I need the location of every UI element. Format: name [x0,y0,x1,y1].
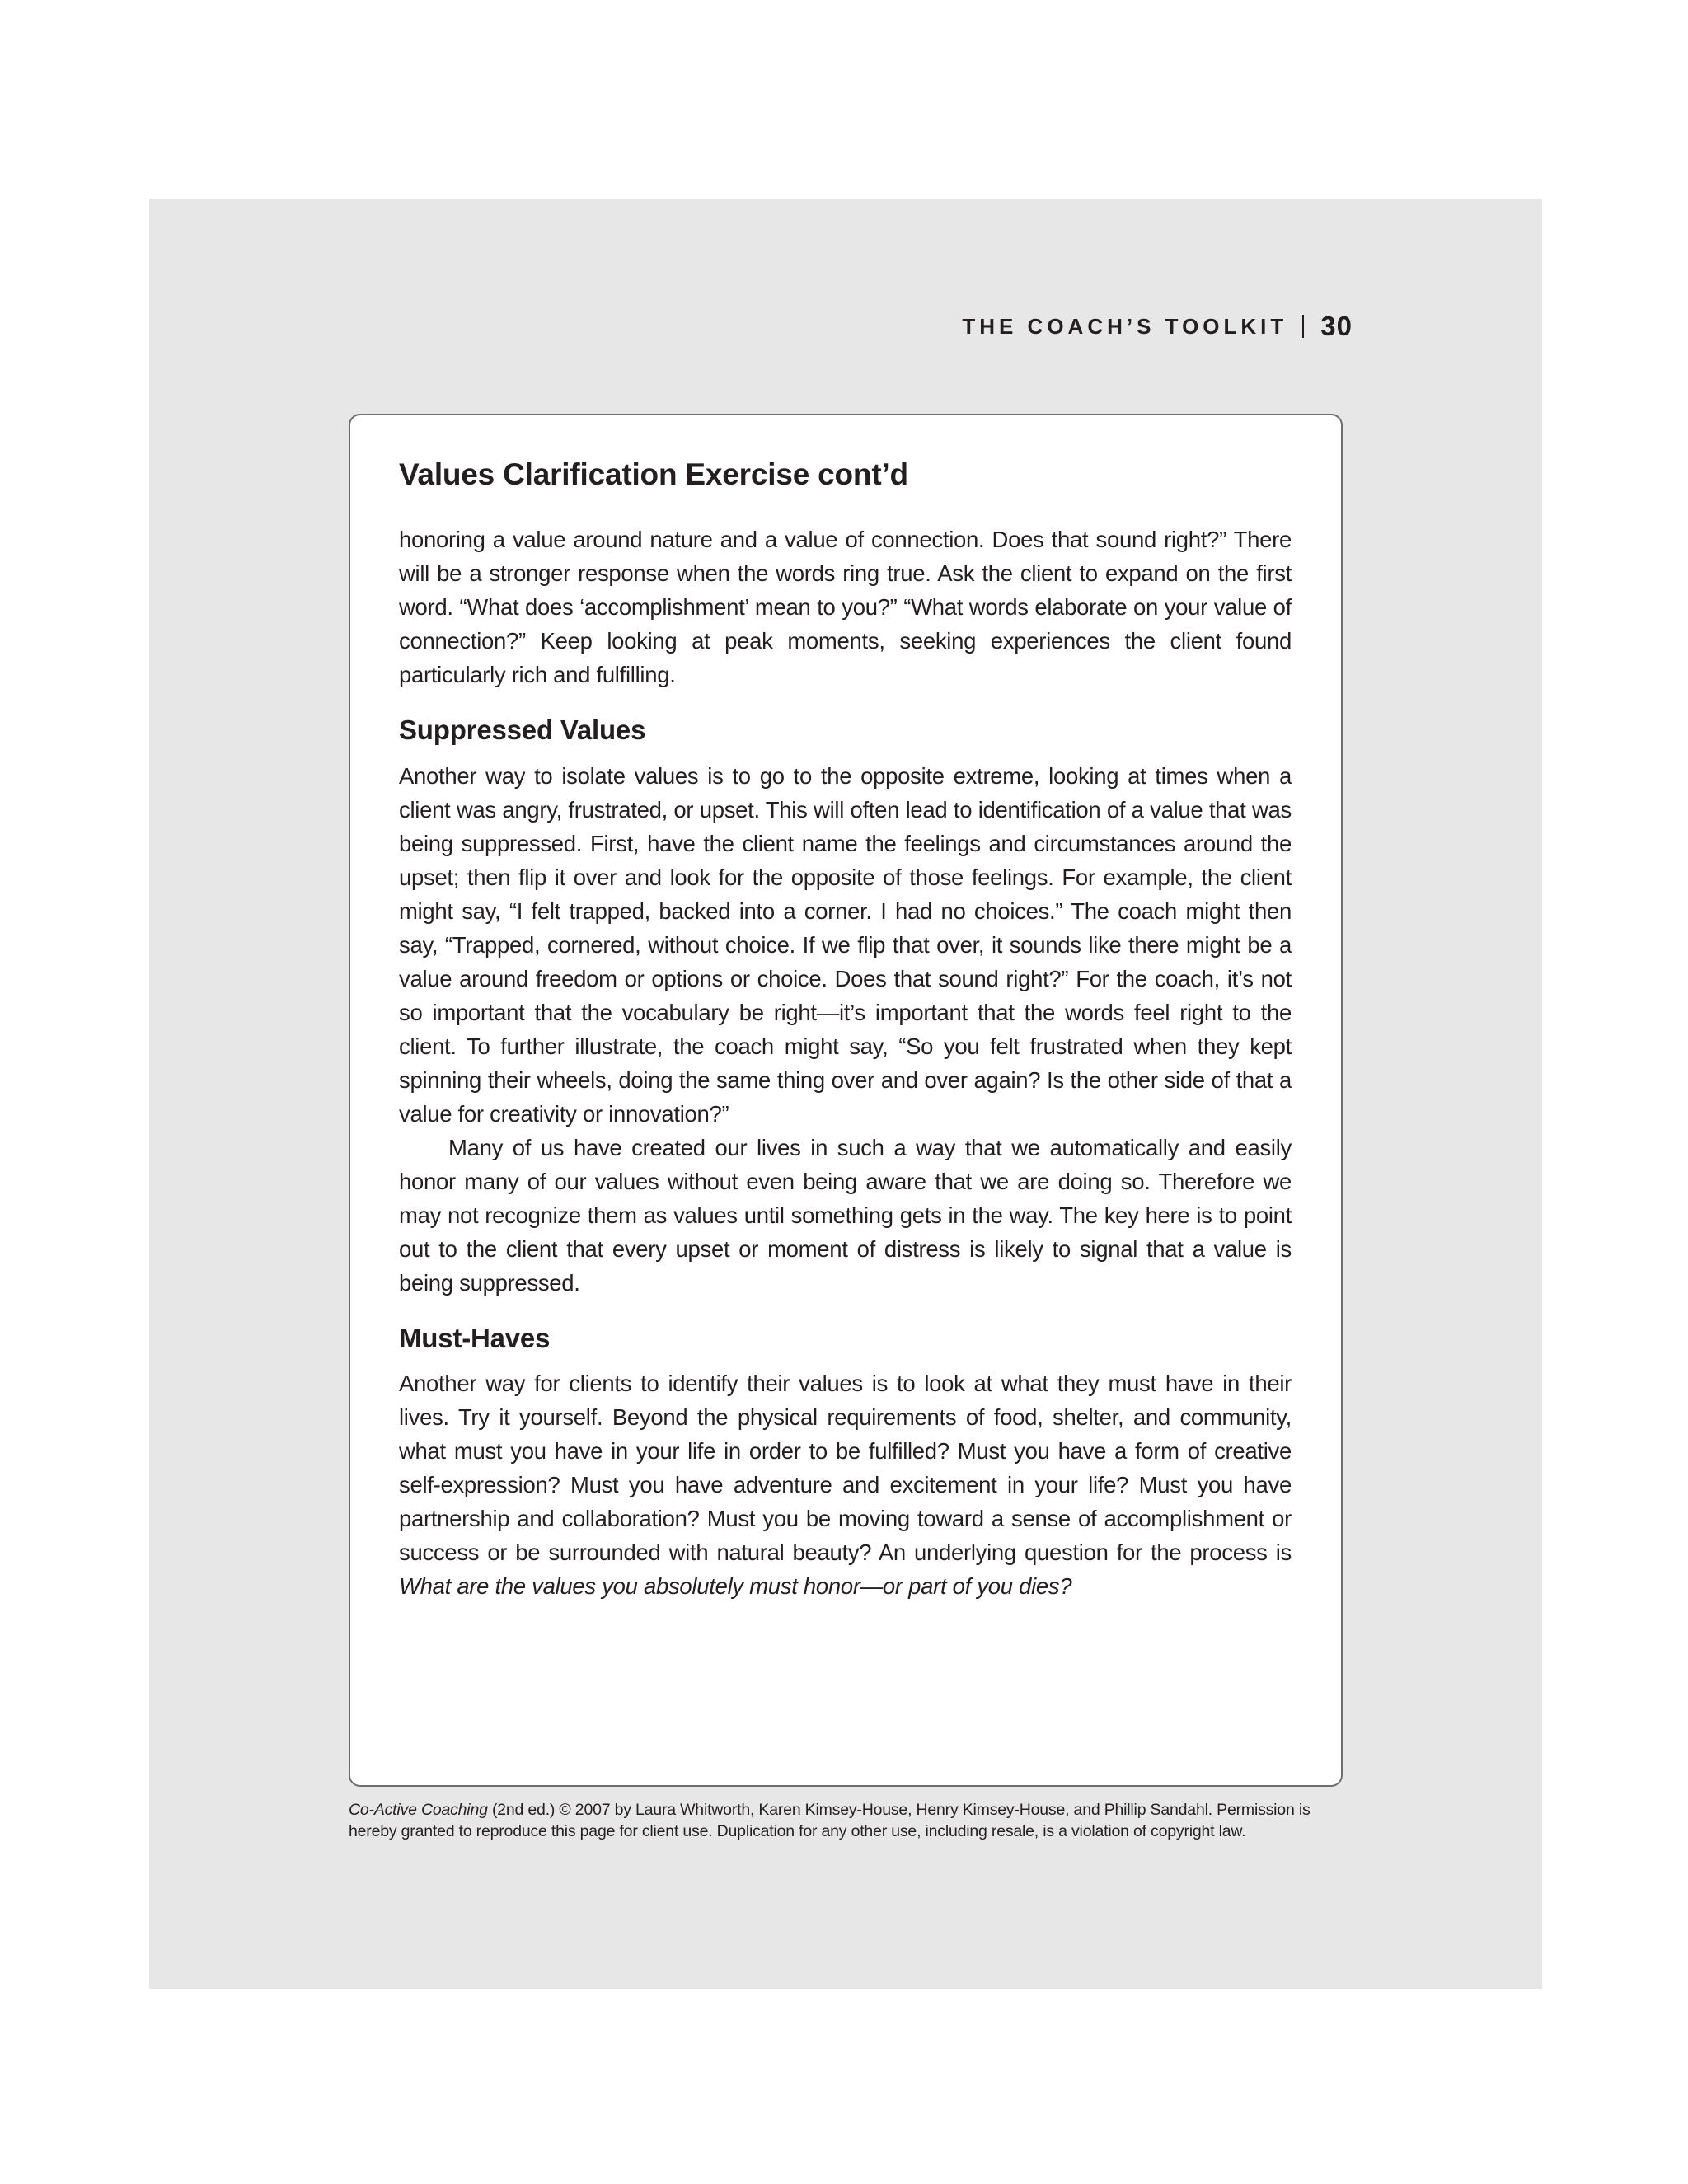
must-haves-paragraph [399,1366,1292,1603]
must-haves-italic-question: What are the values you absolutely must honor—or part of you dies? [399,1572,1072,1599]
suppressed-values-paragraph-1: Another way to isolate values is to go to the opposite extreme, looking at times when a client was angry, frustrated, or upset. This will often lead to identification of a value that was being suppressed. First, have the client name the feelings and circumstances around the upset; then flip it over and look for the opposite of those feelings. For example, the client might say, “I felt trapped, backed into a corner. I had no choices.” The coach might then say, “Trapped, cornered, without choice. If we flip that over, it sounds like there might be a value around freedom or options or choice. Does that sound right?” For the coach, it’s not so important that the vocabulary be right—it’s important that the words feel right to the client. To further illustrate, the coach might say, “So you felt frustrated when they kept spinning their wheels, doing the same thing over and over again? Is the other side of that a value for creativity or innovation?” [399,762,1292,1127]
running-head [962,311,1353,342]
suppressed-values-paragraph-2: Many of us have created our lives in such a way that we automatically and easily honor many of our values without even being aware that we are doing so. Therefore we may not recognize them as values until something gets in the way. The key here is to point out to the client that every upset or moment of distress is likely to signal that a value is being suppressed. [399,1134,1292,1296]
content-box [349,414,1343,1787]
running-head-title: THE COACH’S TOOLKIT [962,313,1288,339]
copyright-footer [349,1799,1343,1842]
page-background [149,199,1542,1989]
box-title: Values Clarification Exercise cont’d [399,457,908,491]
suppressed-values-heading: Suppressed Values [399,715,646,746]
intro-paragraph: honoring a value around nature and a value of connection. Does that sound right?” There will be a stronger response when the words ring true. Ask the client to expand on the first word. “What does ‘accomplishment’ mean to you?” “What words elaborate on your value of connection?” Keep looking at peak moments, seeking experiences the client found particularly rich and fulfilling. [399,527,1292,688]
page-number: 30 [1320,311,1353,341]
must-haves-heading: Must-Haves [399,1322,551,1353]
running-head-divider [1302,315,1304,338]
must-haves-text: Another way for clients to identify their values is to look at what they must have in their lives. Try it yourself. Beyond the physical requirements of food, shelter, and community, what must you have in your life in order to be fulfilled? Must you have a form of creative self-expression? Must you have adventure and excitement in your life? Must you have partnership and collaboration? Must you be moving toward a sense of accomplishment or success or be surrounded with natural beauty? An underlying question for the process is [399,1370,1292,1565]
footer-text: (2nd ed.) © 2007 by Laura Whitworth, Karen Kimsey-House, Henry Kimsey-House, and Phillip Sandahl. Permission is hereby granted to reproduce this page for client use. Duplication for any other use, including resale, is a violation of copyright law. [349,1801,1311,1840]
footer-book-title: Co-Active Coaching [349,1801,488,1819]
